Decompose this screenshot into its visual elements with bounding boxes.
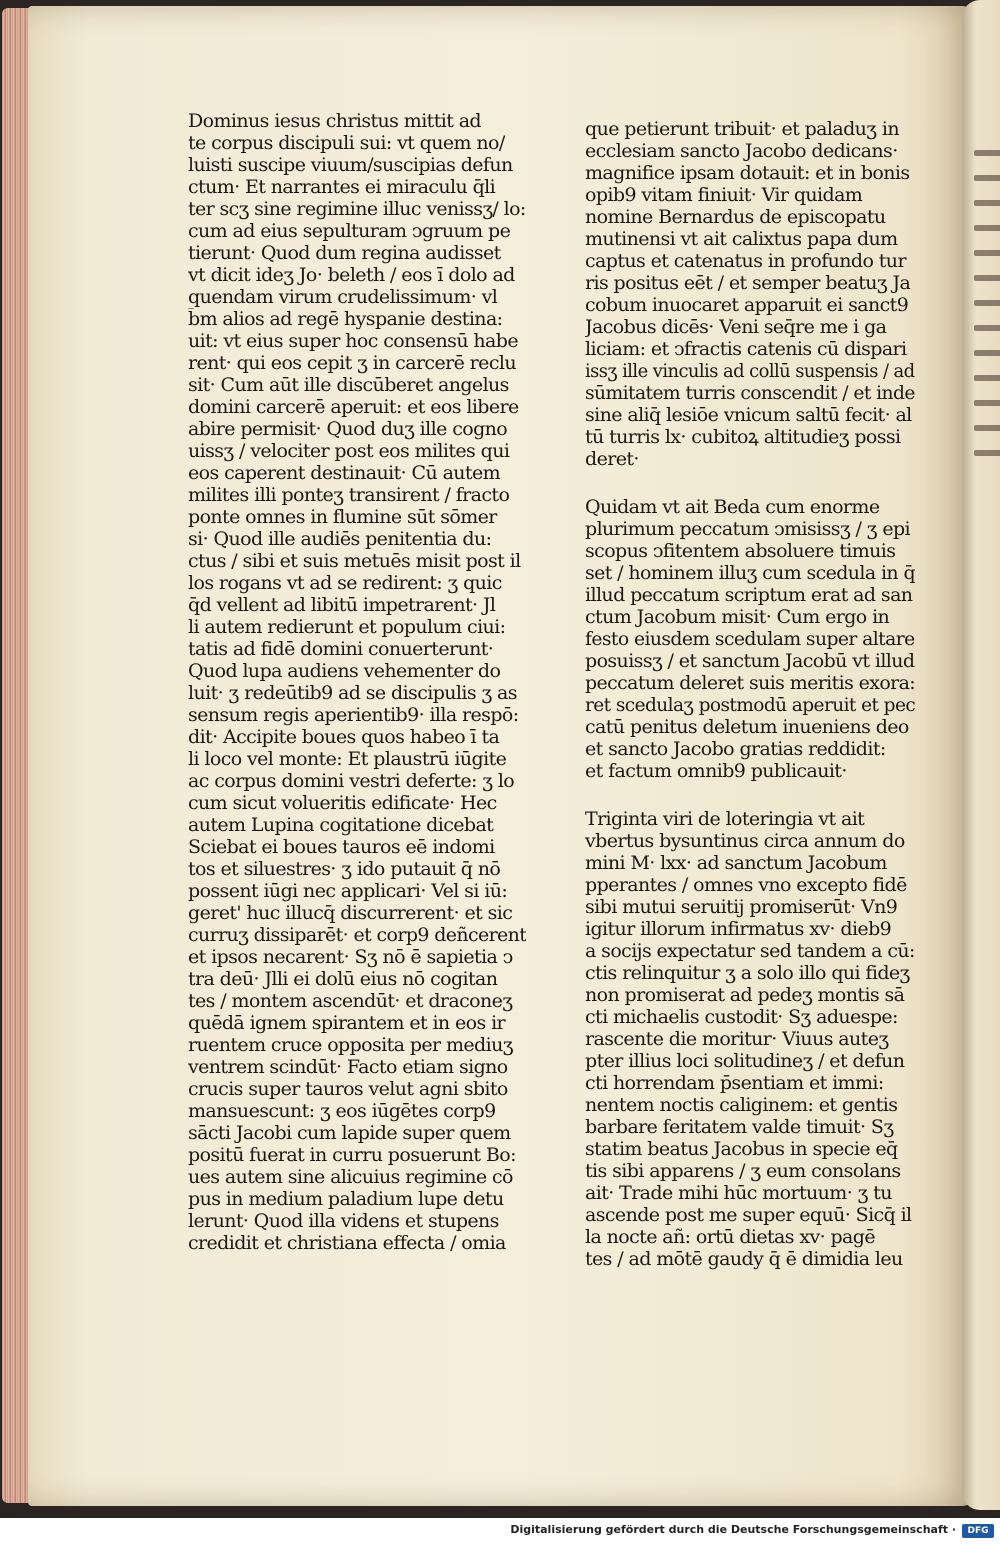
text-line: li autem redierunt et populum ciui:	[188, 616, 506, 638]
text-line: quēdā ignem spirantem et in eos ir	[188, 1012, 506, 1034]
text-line: pus in medium paladium lupe detu	[188, 1188, 504, 1210]
text-line: Quidam vt ait Beda cum enorme	[585, 496, 880, 518]
text-line: luisti suscipe viuum/suscipias defun	[188, 154, 513, 176]
text-line: li loco vel monte: Et plaustrū iūgite	[188, 748, 507, 770]
text-line: plurimum peccatum ↄmisissʒ / ʒ epi	[585, 518, 911, 540]
text-line: non promiserat ad pedeʒ montis sā	[585, 984, 905, 1006]
text-line: Triginta viri de loteringia vt ait	[585, 808, 865, 830]
text-line: vt dicit ideʒ Jo· beleth / eos ī dolo ad	[188, 264, 515, 286]
text-line: sit· Cum aūt ille discūberet angelus	[188, 374, 509, 396]
text-line: los rogans vt ad se redirent: ʒ quic	[188, 572, 502, 594]
facing-page-edge	[962, 0, 1000, 1510]
text-line: sibi mutui seruitij promiserūt· Vn9	[585, 896, 898, 918]
text-line: ctum Jacobum misit· Cum ergo in	[585, 606, 890, 628]
text-line: set / hominem illuʒ cum scedula in q̄	[585, 562, 915, 584]
text-line: ventrem scindūt· Facto etiam signo	[188, 1056, 508, 1078]
text-line: q̄d vellent ad libitū impetrarent· Jl	[188, 594, 496, 616]
text-line: sācti Jacobi cum lapide super quem	[188, 1122, 511, 1144]
text-line: liciam: et ↄfractis catenis cū dispari	[585, 338, 907, 360]
text-line: ascende post me super equū· Sicq̄ il	[585, 1204, 912, 1226]
text-line: dit· Accipite boues quos habeo ī ta	[188, 726, 500, 748]
text-line: ris positus eēt / et semper beatuʒ Ja	[585, 272, 911, 294]
text-line: ait· Trade mihi hūc mortuum· ʒ tu	[585, 1182, 892, 1204]
text-line: tis sibi apparens / ʒ eum consolans	[585, 1160, 901, 1182]
text-line: illud peccatum scriptum erat ad san	[585, 584, 913, 606]
text-line: ctum· Et narrantes ei miraculu q̄li	[188, 176, 496, 198]
text-line: crucis super tauros velut agni sbito	[188, 1078, 508, 1100]
text-line: cum ad eius sepulturam ↄgruum pe	[188, 220, 511, 242]
text-line: Jacobus dicēs· Veni seq̄re me i ga	[585, 316, 887, 338]
text-line: rent· qui eos cepit ʒ in carcerē reclu	[188, 352, 516, 374]
text-line: opib9 vitam finiuit· Vir quidam	[585, 184, 863, 206]
text-line: posuissʒ / et sanctum Jacobū vt illud	[585, 650, 915, 672]
text-line: ac corpus domini vestri deferte: ʒ lo	[188, 770, 515, 792]
text-line: abire permisit· Quod duʒ ille cogno	[188, 418, 508, 440]
text-line: mini M· lxx· ad sanctum Jacobum	[585, 852, 887, 874]
text-line: milites illi ponteʒ transirent / fracto	[188, 484, 510, 506]
dfg-logo: DFG	[962, 1524, 994, 1538]
text-line: la nocte añ: ortū dietas xv· pagē	[585, 1226, 875, 1248]
text-line: possent iūgi nec applicari· Vel si iū:	[188, 880, 508, 902]
text-column-right	[585, 118, 915, 1270]
text-line: autem Lupina cogitatione dicebat	[188, 814, 494, 836]
text-line: nentem noctis caliginem: et gentis	[585, 1094, 898, 1116]
text-line: tierunt· Quod dum regina audisset	[188, 242, 501, 264]
text-line: Sciebat ei boues tauros eē indomi	[188, 836, 495, 858]
text-line: b̄m alios ad regē hyspanie destina:	[188, 308, 503, 330]
text-line: magnifice ipsam dotauit: et in bonis	[585, 162, 910, 184]
text-line: issʒ ille vinculis ad collū suspensis / ad	[585, 360, 915, 382]
footer-bar	[0, 1518, 1000, 1544]
text-line: sūmitatem turris conscendit / et inde	[585, 382, 915, 404]
text-line: scopus ↄfitentem absoluere timuis	[585, 540, 896, 562]
text-line: Dominus iesus christus mittit ad	[188, 110, 481, 132]
text-line: sine aliq̄ lesiōe vnicum saltū fecit· al	[585, 404, 912, 426]
text-line: credidit et christiana effecta / omia	[188, 1232, 506, 1254]
text-line: sensum regis aperientib9· illa respō:	[188, 704, 519, 726]
text-line: uissʒ / velociter post eos milites qui	[188, 440, 510, 462]
text-line: ruentem cruce opposita per mediuʒ	[188, 1034, 513, 1056]
text-line: mutinensi vt ait calixtus papa dum	[585, 228, 898, 250]
text-line: vbertus bysuntinus circa annum do	[585, 830, 905, 852]
text-line: uit: vt eius super hoc consensū habe	[188, 330, 518, 352]
text-line: curruʒ dissiparēt· et corp9 deñcerent	[188, 924, 526, 946]
text-line: ctus / sibi et suis metuēs misit post il	[188, 550, 521, 572]
text-line: cum sicut volueritis edificate· Hec	[188, 792, 497, 814]
text-line: ctis relinquitur ʒ a solo illo qui fideʒ	[585, 962, 910, 984]
text-line: captus et catenatus in profundo tur	[585, 250, 906, 272]
text-line: festo eiusdem scedulam super altare	[585, 628, 915, 650]
text-line: ponte omnes in flumine sūt sōmer	[188, 506, 497, 528]
text-line: igitur illorum infirmatus xv· dieb9	[585, 918, 892, 940]
text-column-left	[188, 110, 526, 1254]
text-line: tra deū· Jlli ei dolū eius nō cogitan	[188, 968, 498, 990]
text-line: tos et siluestres· ʒ ido putauit q̄ nō	[188, 858, 501, 880]
text-line: peccatum deleret suis meritis exora:	[585, 672, 916, 694]
text-line: tatis ad fidē domini conuerterunt·	[188, 638, 494, 660]
paragraph-gap	[585, 782, 915, 808]
text-line: te corpus discipuli sui: vt quem no/	[188, 132, 505, 154]
text-line: rascente die moritur· Viuus auteʒ	[585, 1028, 889, 1050]
text-line: domini carcerē aperuit: et eos libere	[188, 396, 519, 418]
paragraph-gap	[585, 470, 915, 496]
text-line: a socijs expectatur sed tandem a cū:	[585, 940, 915, 962]
text-line: eos caperent destinauit· Cū autem	[188, 462, 501, 484]
text-line: luit· ʒ redeūtib9 ad se discipulis ʒ as	[188, 682, 517, 704]
text-line: quendam virum crudelissimum· vl	[188, 286, 498, 308]
footer-credit: Digitalisierung gefördert durch die Deutsche Forschungsgemeinschaft ·	[510, 1523, 956, 1536]
text-line: si· Quod ille audiēs penitentia du:	[188, 528, 492, 550]
text-line: Quod lupa audiens vehementer do	[188, 660, 501, 682]
text-line: que petierunt tribuit· et paladuʒ in	[585, 118, 899, 140]
text-line: barbare feritatem valde timuit· Sʒ	[585, 1116, 894, 1138]
text-line: statim beatus Jacobus in specie eq̄	[585, 1138, 898, 1160]
text-line: geret' huc illucq̄ discurrerent· et sic	[188, 902, 513, 924]
text-line: ret scedulaʒ postmodū aperuit et pec	[585, 694, 915, 716]
text-line: tes / ad mōtē gaudy q̄ ē dimidia leu	[585, 1248, 903, 1270]
text-line: catū penitus deletum inueniens deo	[585, 716, 909, 738]
text-line: pperantes / omnes vno excepto fidē	[585, 874, 907, 896]
text-line: cobum inuocaret apparuit ei sanct9	[585, 294, 909, 316]
text-line: pter illius loci solitudineʒ / et defun	[585, 1050, 905, 1072]
text-line: cti michaelis custodit· Sʒ aduespe:	[585, 1006, 898, 1028]
text-line: ter scʒ sine regimine illuc venissʒ/ lo:	[188, 198, 526, 220]
text-line: tū turris lx· cubitoꝝ altitudieʒ possi	[585, 426, 901, 448]
text-line: et ipsos necarent· Sʒ nō ē sapietia ↄ	[188, 946, 513, 968]
text-line: tes / montem ascendūt· et draconeʒ	[188, 990, 513, 1012]
text-line: lerunt· Quod illa videns et stupens	[188, 1210, 499, 1232]
text-line: ues autem sine alicuius regimine cō	[188, 1166, 513, 1188]
text-line: positū fuerat in curru posuerunt Bo:	[188, 1144, 516, 1166]
text-line: et sancto Jacobo gratias reddidit:	[585, 738, 886, 760]
text-line: et factum omnib9 publicauit·	[585, 760, 847, 782]
text-line: ecclesiam sancto Jacobo dedicans·	[585, 140, 898, 162]
text-line: nomine Bernardus de episcopatu	[585, 206, 886, 228]
text-line: deret·	[585, 448, 639, 470]
text-line: mansuescunt: ʒ eos iūgētes corp9	[188, 1100, 496, 1122]
text-line: cti horrendam p̄sentiam et immi:	[585, 1072, 884, 1094]
